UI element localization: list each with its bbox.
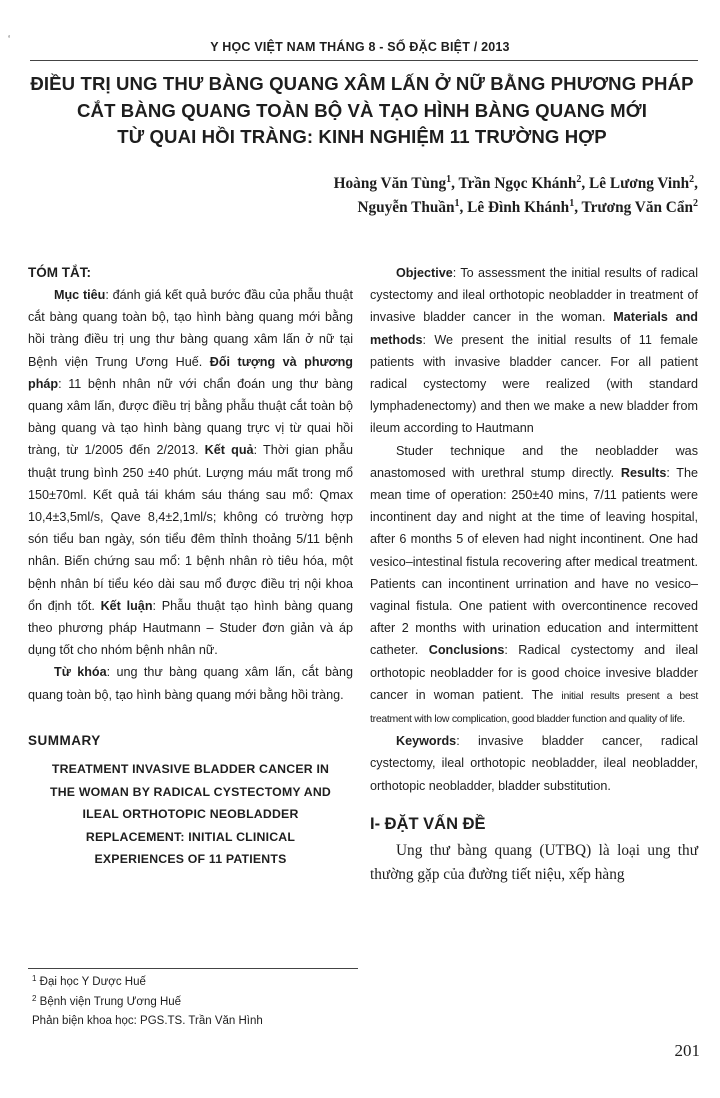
label-muc-tieu: Mục tiêu — [54, 288, 106, 302]
text-conclusions: : Radical cystectomy and ileal orthotopic neobladder for is good choice invesive bladder cancer in woman patient. The — [370, 643, 699, 702]
text-tu-khoa: : ung thư bàng quang xâm lấn, cắt bàng quang toàn bộ, tạo hình bàng quang mới bằng hồi tràng. — [28, 665, 353, 702]
abstract-paragraph-en — [370, 262, 698, 440]
page-number: 201 — [674, 1041, 700, 1060]
affiliation-mark: 2 — [576, 174, 582, 185]
author-name: , Lê Đình Khánh — [459, 199, 570, 216]
author-name: , Trương Văn Cẩn — [574, 199, 693, 216]
text-objective: : To assessment the initial results of radical cystectomy and ileal orthotopic neobladder in treatment of invasive bladder cancer in the woman. — [370, 266, 698, 325]
label-keywords: Keywords — [396, 734, 457, 749]
article-title — [24, 71, 700, 151]
left-column — [28, 262, 353, 871]
abstract-paragraph-vi — [28, 284, 353, 661]
abstract-heading-vi: TÓM TẮT: — [28, 265, 91, 280]
affiliation-mark: 2 — [693, 198, 698, 209]
corner-mark: ‘ — [8, 34, 11, 45]
text-results: : The mean time of operation: 250±40 mins, 7/11 patients were incontinent day and night at the time of leaving hospital, after 6 months 5 of eleven had night incontinent. One had vesico–intestinal fistula recovering after medical treatment. Patients can incontinent urrination and have no vesico–vaginal fistula. One patient with overcontinence recoved after 2 months with urination education and intermittent catheter. — [370, 465, 698, 658]
footnote — [32, 993, 263, 1013]
label-doi-tuong: Đối tượng và phương pháp — [28, 354, 353, 391]
footnote-rule — [28, 968, 358, 969]
label-tu-khoa: Từ khóa — [54, 665, 107, 680]
english-title-line: ILEAL ORTHOTOPIC NEOBLADDER — [82, 807, 299, 822]
footnotes — [32, 973, 263, 1032]
footnote — [32, 1012, 263, 1032]
footnote-text: Bệnh viện Trung Ương Huế — [39, 995, 182, 1008]
keywords-vi — [28, 661, 353, 705]
author-name: , Lê Lương Vinh — [581, 175, 690, 192]
text-keywords: : invasive bladder cancer, radical cystectomy, ileal orthotopic neobladder, ileal neobladder, orthotopic neobladder, bladder substitution. — [370, 734, 698, 793]
author-list — [334, 172, 698, 220]
title-line: TỪ QUAI HỒI TRÀNG: KINH NGHIỆM 11 TRƯỜNG HỢP — [117, 126, 607, 147]
english-title-line: REPLACEMENT: INITIAL CLINICAL — [85, 829, 296, 844]
right-column — [370, 262, 698, 887]
author-line — [334, 172, 698, 196]
label-conclusions: Conclusions — [428, 643, 505, 658]
affiliation-mark: 1 — [446, 174, 452, 185]
abstract-paragraph-en-2 — [370, 440, 698, 731]
english-title — [28, 758, 353, 871]
label-objective: Objective — [396, 266, 453, 280]
author-name: Hoàng Văn Tùng — [333, 175, 447, 192]
author-name: , Trần Ngọc Khánh — [451, 175, 577, 192]
footnote-mark: 1 — [32, 974, 37, 983]
label-ket-luan: Kết luận — [100, 598, 153, 613]
footnote-mark: 2 — [32, 993, 37, 1003]
affiliation-mark: 1 — [569, 198, 575, 209]
text-materials-methods: : We present the initial results of 11 female patients with invasive bladder cancer. For all patient radical cystectomy were realized (with standard lymphadenectomy) and then we make a new bladder from ileum according to Hautmann — [370, 332, 698, 436]
text-ket-luan: : Phẫu thuật tạo hình bàng quang theo phương pháp Hautmann – Studer đơn giản và áp dụng tốt cho nhóm bệnh nhân nữ. — [28, 598, 353, 658]
author-name: Nguyễn Thuần — [357, 199, 455, 216]
keywords-en — [370, 730, 698, 797]
text-technique: Studer technique and the neobladder was anastomosed with urethral stump directly. — [370, 443, 698, 480]
author-line — [334, 196, 698, 220]
text-doi-tuong: : 11 bệnh nhân nữ với chẩn đoán ung thư bàng quang xâm lấn, được điều trị bằng phẫu thuật cắt toàn bộ bàng quang và tạo hình bàng quang trực vị từ quai hồi tràng, từ 1/2005 đến 2/2013. — [28, 376, 353, 458]
english-title-line: THE WOMAN BY RADICAL CYSTECTOMY AND — [50, 784, 331, 799]
text-muc-tieu: : đánh giá kết quả bước đầu của phẫu thuật cắt bàng quang toàn bộ, tạo hình bàng quang mới bằng hồi tràng điều trị ung thư bàng quang xâm lấn ở nữ tại Bệnh viện Trung Ương Huế. — [28, 288, 353, 369]
label-materials-methods: Materials and methods — [370, 310, 698, 347]
summary-heading: SUMMARY — [28, 732, 101, 748]
title-line: ĐIỀU TRỊ UNG THƯ BÀNG QUANG XÂM LẤN Ở NỮ BẰNG PHƯƠNG PHÁP — [30, 73, 694, 94]
author-separator: , — [694, 175, 698, 192]
section-heading: I- ĐẶT VẤN ĐỀ — [370, 814, 486, 833]
english-title-line: TREATMENT INVASIVE BLADDER CANCER IN — [51, 762, 330, 777]
journal-header: Y HỌC VIỆT NAM THÁNG 8 - SỐ ĐẶC BIỆT / 2013 — [210, 40, 510, 54]
english-title-line: EXPERIENCES OF 11 PATIENTS — [94, 852, 287, 867]
affiliation-mark: 2 — [689, 174, 695, 185]
section-body: Ung thư bàng quang (UTBQ) là loại ung thư thường gặp của đường tiết niệu, xếp hàng — [370, 841, 698, 883]
header-rule — [30, 60, 698, 61]
label-results: Results — [620, 465, 667, 480]
label-ket-qua: Kết quả — [204, 443, 254, 458]
text-conclusions-small: initial results present a best treatment with low complication, good bladder function and quality of life. — [370, 689, 698, 726]
affiliation-mark: 1 — [454, 198, 460, 209]
title-line: CẮT BÀNG QUANG TOÀN BỘ VÀ TẠO HÌNH BÀNG QUANG MỚI — [77, 99, 647, 121]
text-ket-qua: : Thời gian phẫu thuật trung bình 250 ±40 phút. Lượng máu mất trong mổ 150±70ml. Kết quả tái khám sáu tháng sau mổ: Qmax 10,4±3,5ml/s, Qave 8,4±2,1ml/s; không có trường hợp són tiểu ban ngày, són tiểu đêm thỉnh thoảng 5/11 bệnh nhân. Biến chứng sau mổ: 1 bệnh nhân rò tiêu hóa, một bệnh nhân bí tiểu kéo dài sau mổ được điều trị nội khoa ổn định tốt. — [28, 443, 353, 613]
reviewer-text: Phản biện khoa học: PGS.TS. Trần Văn Hình — [32, 1015, 263, 1027]
footnote-text: Đại học Y Dược Huế — [39, 976, 146, 988]
footnote — [32, 973, 263, 993]
